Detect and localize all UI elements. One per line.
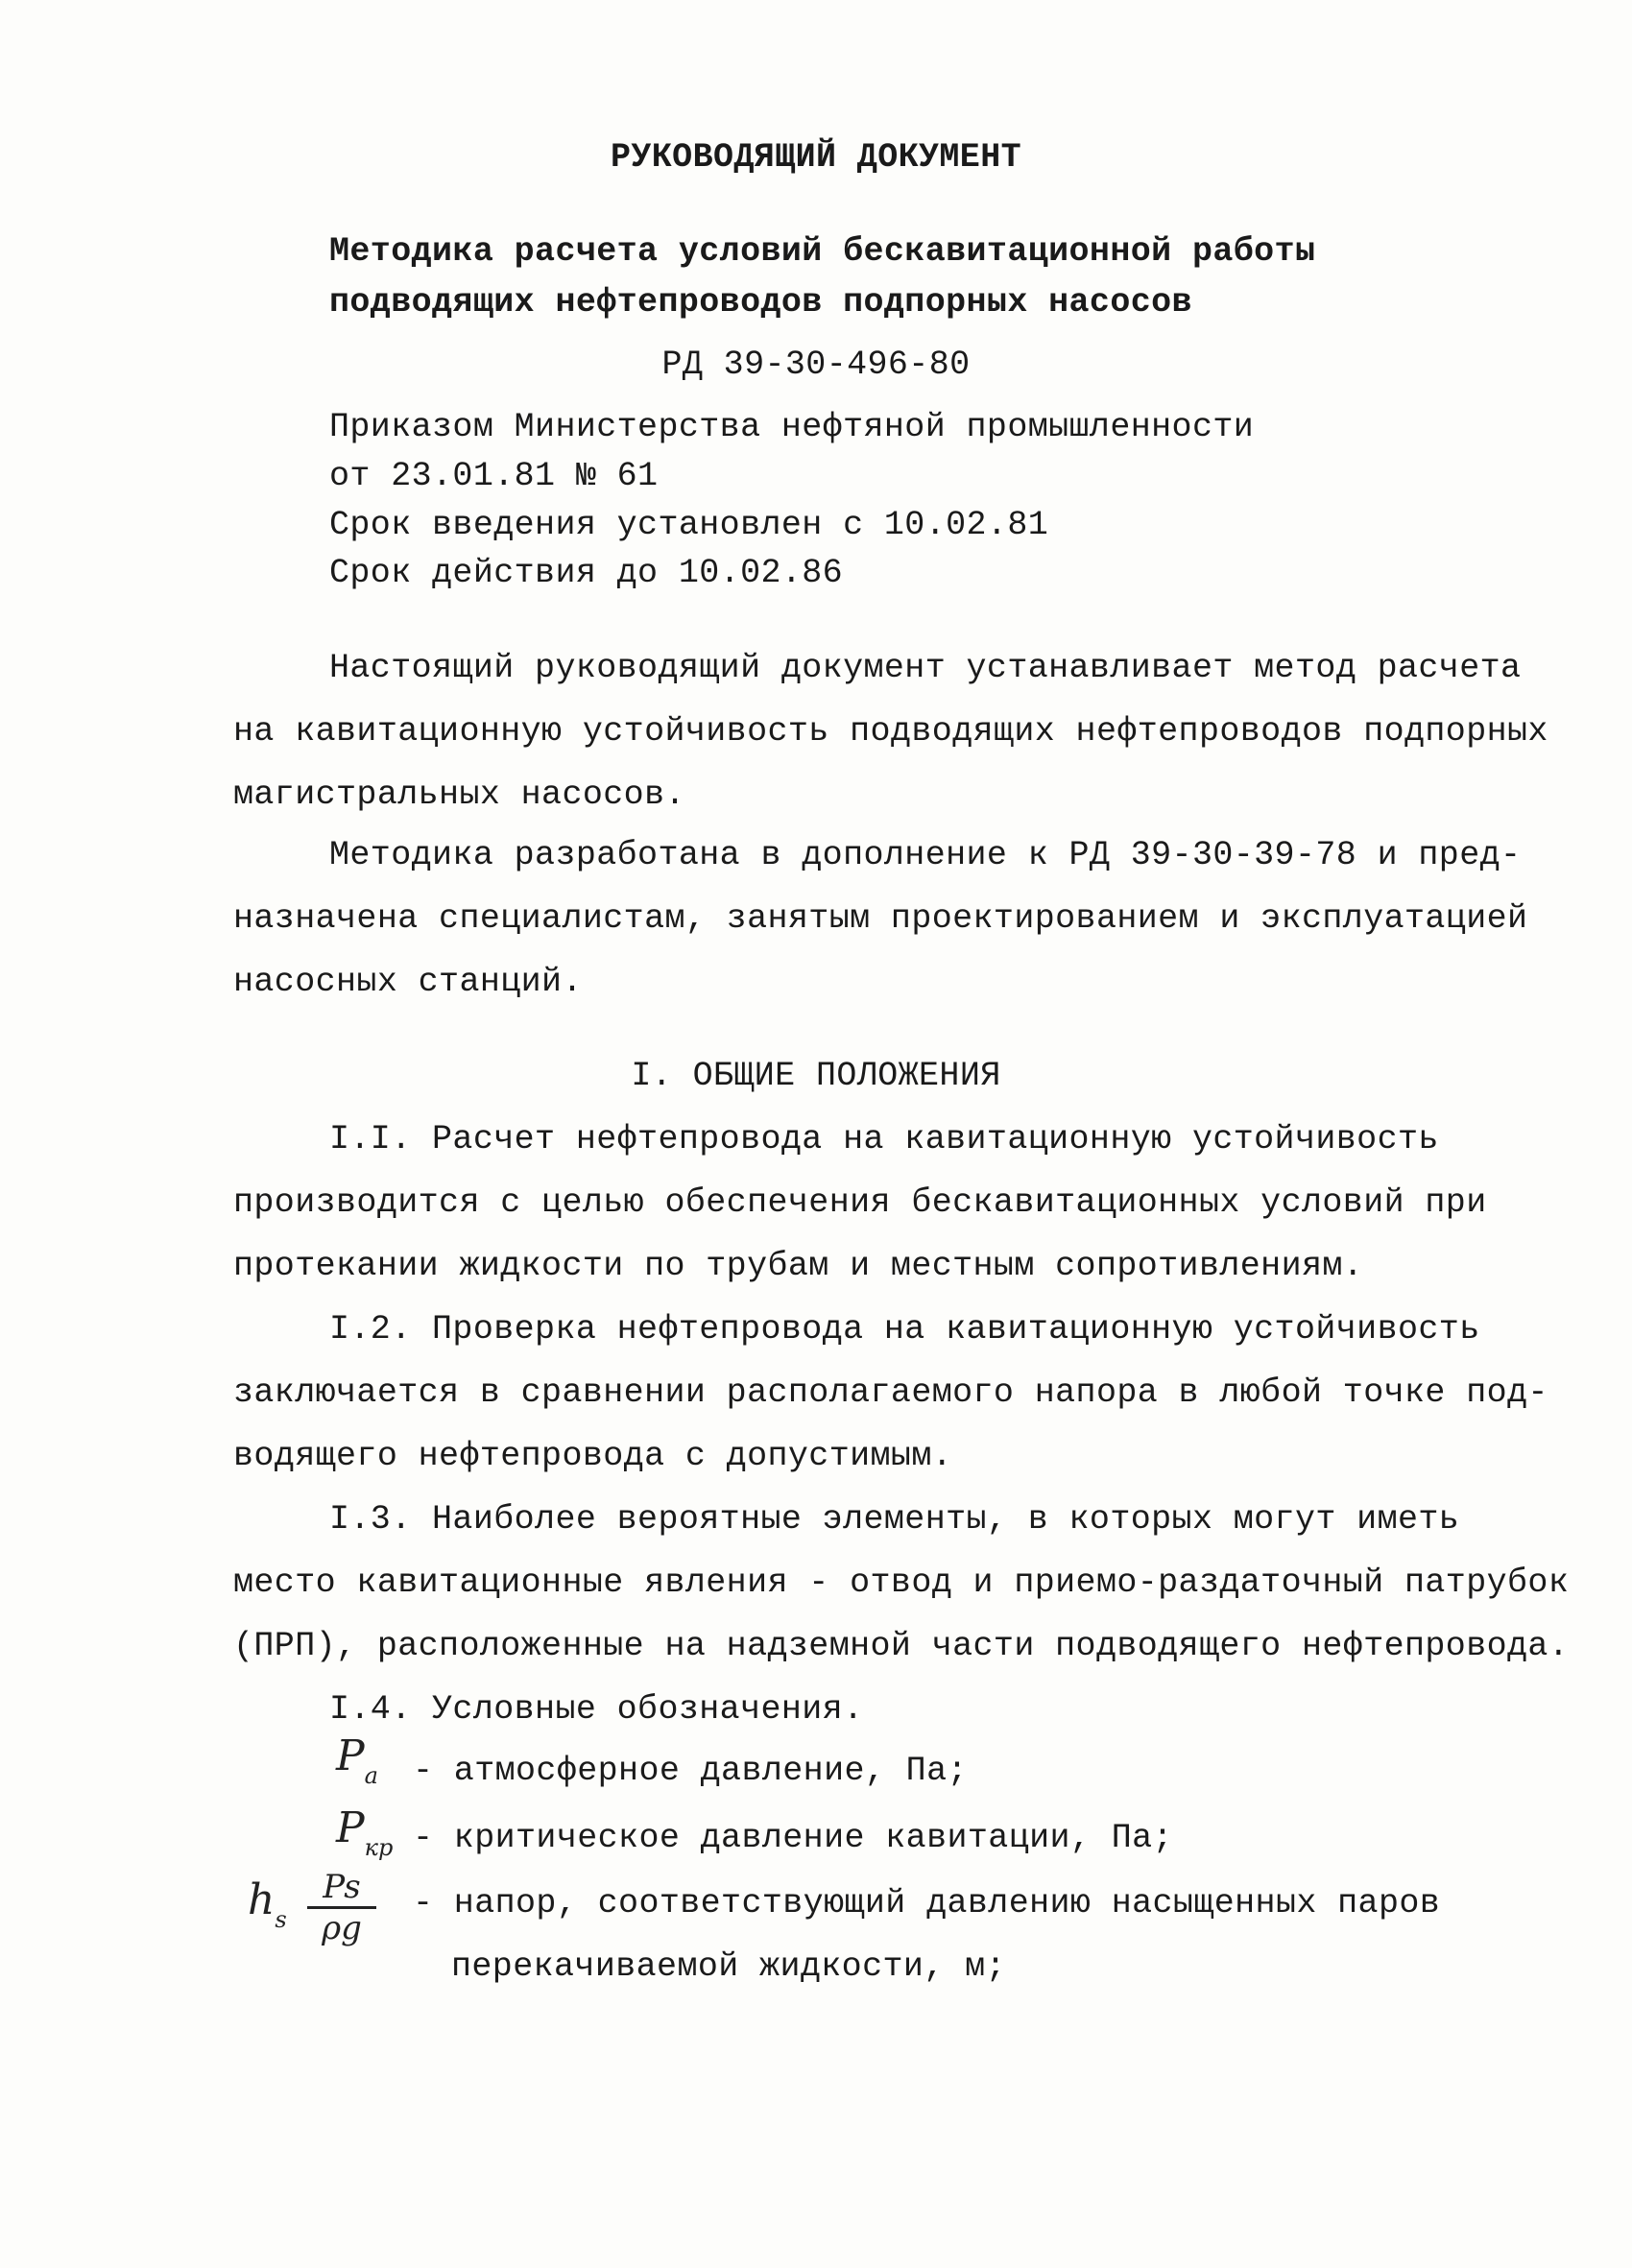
symbol-h-s: $h_s$ bbox=[248, 1875, 287, 1933]
fraction-ps-rho-g bbox=[307, 1870, 376, 1946]
valid-until: Срок действия до 10.02.86 bbox=[329, 554, 844, 592]
clause-1-2-line-3: водящего нефтепровода с допустимым. bbox=[233, 1437, 953, 1475]
clause-1-1-line-3: протекании жидкости по трубам и местным сопротивлениям. bbox=[233, 1247, 1364, 1285]
clause-1-1-line-2: производится с целью обеспечения бескавитационных условий при bbox=[233, 1183, 1487, 1222]
section-heading: I. ОБЩИЕ ПОЛОЖЕНИЯ bbox=[631, 1057, 1001, 1095]
document-subtitle-line-2: подводящих нефтепроводов подпорных насосов bbox=[329, 283, 1192, 322]
preamble-p1-line-2: на кавитационную устойчивость подводящих нефтепроводов подпорных bbox=[233, 712, 1548, 751]
symbol-p-kr: $P_{кр}$ bbox=[336, 1803, 394, 1861]
notation-kr-text: - критическое давление кавитации, Па; bbox=[413, 1819, 1173, 1857]
order-line-1: Приказом Министерства нефтяной промышленности bbox=[329, 408, 1255, 446]
clause-1-2-line-1: I.2. Проверка нефтепровода на кавитационную устойчивость bbox=[329, 1310, 1480, 1349]
symbol-p-atm: $P_a$ bbox=[336, 1731, 378, 1789]
notation-saturated-vapor-text-2: перекачиваемой жидкости, м; bbox=[451, 1947, 1006, 1986]
notation-atm-text: - атмосферное давление, Па; bbox=[413, 1752, 968, 1790]
clause-1-4-line-1: I.4. Условные обозначения. bbox=[329, 1690, 864, 1729]
clause-1-2-line-2: заключается в сравнении располагаемого напора в любой точке под- bbox=[233, 1373, 1548, 1412]
clause-1-1-line-1: I.I. Расчет нефтепровода на кавитационную устойчивость bbox=[329, 1120, 1439, 1158]
clause-1-3-line-3: (ПРП), расположенные на надземной части подводящего нефтепровода. bbox=[233, 1627, 1570, 1665]
order-line-2: от 23.01.81 № 61 bbox=[329, 457, 659, 495]
document-code: РД 39-30-496-80 bbox=[661, 346, 971, 384]
preamble-p2-line-1: Методика разработана в дополнение к РД 39-30-39-78 и пред- bbox=[329, 836, 1522, 874]
document-subtitle-line-1: Методика расчета условий бескавитационной работы bbox=[329, 232, 1316, 271]
notation-saturated-vapor-text: - напор, соответствующий давлению насыщенных паров bbox=[413, 1884, 1441, 1922]
preamble-p2-line-2: назначена специалистам, занятым проектированием и эксплуатацией bbox=[233, 899, 1528, 938]
document-title: РУКОВОДЯЩИЙ ДОКУМЕНТ bbox=[610, 138, 1022, 177]
intro-date: Срок введения установлен с 10.02.81 bbox=[329, 506, 1049, 544]
clause-1-3-line-2: место кавитационные явления - отвод и приемо-раздаточный патрубок bbox=[233, 1564, 1570, 1602]
clause-1-3-line-1: I.3. Наиболее вероятные элементы, в которых могут иметь bbox=[329, 1500, 1460, 1539]
fraction-denominator: ρg bbox=[322, 1909, 362, 1947]
fraction-numerator: Ps bbox=[323, 1868, 361, 1906]
preamble-p1-line-3: магистральных насосов. bbox=[233, 776, 685, 814]
preamble-p1-line-1: Настоящий руководящий документ устанавливает метод расчета bbox=[329, 649, 1522, 687]
preamble-p2-line-3: насосных станций. bbox=[233, 963, 583, 1001]
